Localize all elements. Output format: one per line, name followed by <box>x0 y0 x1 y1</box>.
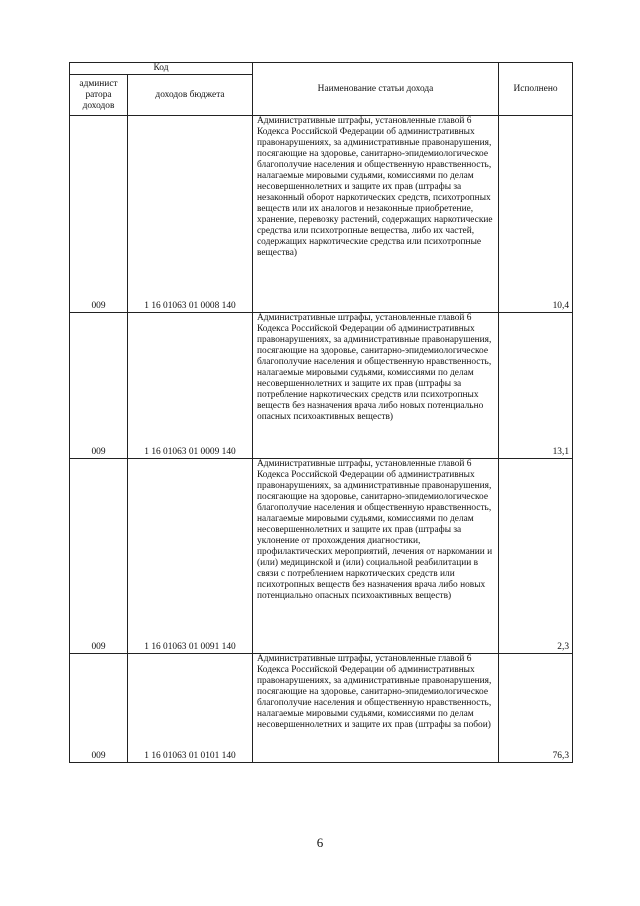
income-name-cell: Административные штрафы, установленные главой 6 Кодекса Российской Федерации об административных правонарушениях, за административные правонарушения, посягающие на здоровье, санитарно-эпидемиологическое благополучие населения и общественную нравственность, налагаемые мировыми судьями, комиссиями по делам несовершеннолетних и защите их прав (штрафы за потребление наркотических средств или психотропных веществ без назначения врача либо новых потенциально опасных психоактивных веществ) <box>253 313 499 459</box>
income-name-cell: Административные штрафы, установленные главой 6 Кодекса Российской Федерации об административных правонарушениях, за административные правонарушения, посягающие на здоровье, санитарно-эпидемиологическое благополучие населения и общественную нравственность, налагаемые мировыми судьями, комиссиями по делам несовершеннолетних и защите их прав (штрафы за побои) <box>253 654 499 763</box>
income-code-cell: 1 16 01063 01 0009 140 <box>128 313 253 459</box>
table-row <box>70 459 573 654</box>
executed-value-cell: 10,4 <box>499 116 573 313</box>
income-name-cell: Административные штрафы, установленные главой 6 Кодекса Российской Федерации об административных правонарушениях, за административные правонарушения, посягающие на здоровье, санитарно-эпидемиологическое благополучие населения и общественную нравственность, налагаемые мировыми судьями, комиссиями по делам несовершеннолетних и защите их прав (штрафы за незаконный оборот наркотических средств, психотропных веществ или их аналогов и незаконные приобретение, хранение, перевозку растений, содержащих наркотические средства или психотропные вещества, либо их частей, содержащих наркотические средства или психотропные вещества) <box>253 116 499 313</box>
executed-value-cell: 13,1 <box>499 313 573 459</box>
income-code-cell: 1 16 01063 01 0091 140 <box>128 459 253 654</box>
admin-code-cell: 009 <box>70 313 128 459</box>
header-executed: Исполнено <box>499 63 573 116</box>
admin-code-cell: 009 <box>70 116 128 313</box>
header-admin: админист ратора доходов <box>70 75 128 116</box>
table-row <box>70 116 573 313</box>
header-row-group <box>70 63 573 75</box>
admin-code-cell: 009 <box>70 654 128 763</box>
revenue-table <box>69 62 573 763</box>
header-code-group: Код <box>70 63 253 75</box>
admin-code-cell: 009 <box>70 459 128 654</box>
page-number: 6 <box>316 835 324 850</box>
table-row <box>70 313 573 459</box>
table-row <box>70 654 573 763</box>
executed-value-cell: 2,3 <box>499 459 573 654</box>
income-name-cell: Административные штрафы, установленные главой 6 Кодекса Российской Федерации об административных правонарушениях, за административные правонарушения, посягающие на здоровье, санитарно-эпидемиологическое благополучие населения и общественную нравственность, налагаемые мировыми судьями, комиссиями по делам несовершеннолетних и защите их прав (штрафы за уклонение от прохождения диагностики, профилактических мероприятий, лечения от наркомании и (или) медицинской и (или) социальной реабилитации в связи с потреблением наркотических средств или психотропных веществ без назначения врача либо новых потенциально опасных психоактивных веществ) <box>253 459 499 654</box>
income-code-cell: 1 16 01063 01 0101 140 <box>128 654 253 763</box>
income-code-cell: 1 16 01063 01 0008 140 <box>128 116 253 313</box>
header-income-code: доходов бюджета <box>128 75 253 116</box>
executed-value-cell: 76,3 <box>499 654 573 763</box>
header-name: Наименование статьи дохода <box>253 63 499 116</box>
